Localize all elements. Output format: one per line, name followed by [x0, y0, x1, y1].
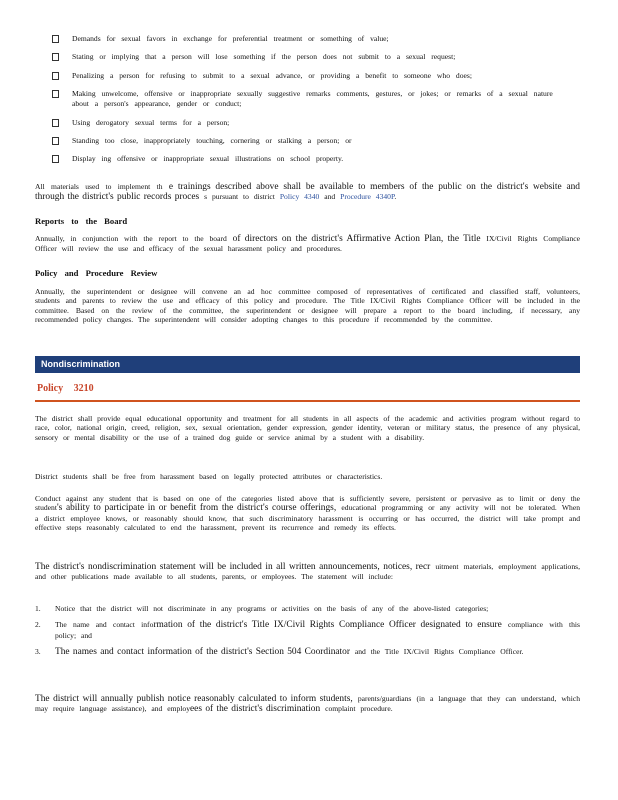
- list-item: [52, 89, 572, 109]
- p4-text-b: uitment materials, employment applications, and other publications made available to all students, parents, or employees. The statement will include:: [35, 562, 580, 582]
- list-item: [52, 154, 572, 164]
- reports-text-c: IX/Civil Rights Compliance Officer will review the use and efficacy of the sexual harassment policy and procedures.: [35, 234, 581, 254]
- bullet-box-icon: [52, 72, 59, 80]
- materials-paragraph: [35, 182, 580, 203]
- list-item: [52, 71, 572, 81]
- reports-text-a: Annually, in conjunction with the report to the board: [35, 234, 227, 243]
- list-item: [35, 620, 580, 640]
- bullet-box-icon: [52, 35, 59, 43]
- list-item: [52, 136, 572, 146]
- list-item-text: Notice that the district will not discriminate in any programs or activities on the basis of any of the above-listed categories;: [55, 604, 489, 613]
- list-item: [52, 52, 572, 62]
- review-heading: Policy and Procedure Review: [35, 268, 158, 278]
- annual-text-b: parents/guardians (in a language that they can understand, which may require language assistance), and employ: [35, 694, 580, 714]
- list-number: 2.: [35, 620, 41, 630]
- materials-text-end: .: [394, 192, 397, 202]
- list-number: 3.: [35, 647, 41, 657]
- p3-text-b: 's ability to participate in or benefit from the distri: [56, 503, 257, 514]
- list-item: [35, 647, 580, 657]
- list-item-text: Standing too close, inappropriately touching, cornering or stalking a person; or: [72, 135, 352, 145]
- nondiscrimination-paragraph-2: District students shall be free from harassment based on legally protected attributes or characteristics.: [35, 472, 383, 481]
- nondiscrimination-paragraph-4: [35, 562, 580, 582]
- list-item: [52, 34, 572, 44]
- list-item-text: Penalizing a person for refusing to submit to a sexual advance, or providing a benefit to someone who does;: [72, 70, 472, 80]
- reports-heading: Reports to the Board: [35, 216, 128, 226]
- section-divider: [35, 400, 580, 402]
- nondiscrimination-paragraph-3: [35, 494, 580, 533]
- policy-number: Policy 3210: [37, 383, 94, 394]
- reports-paragraph: [35, 234, 580, 254]
- section-header-band: [35, 356, 580, 373]
- section-title: Nondiscrimination: [41, 359, 121, 369]
- p3-text-c: ct's course offerings,: [256, 503, 337, 514]
- policy-4340-link[interactable]: Policy 4340: [279, 192, 320, 202]
- list-item-text: Making unwelcome, offensive or inappropriate sexually suggestive remarks comments, gestures, or jokes; or remarks of a sexual nature about a person's appearance, gender or conduct;: [72, 89, 553, 109]
- bullet-box-icon: [52, 155, 59, 163]
- p4-text-a: The district's nondiscrimination statement will be included in all written announcements, notices, recr: [35, 562, 431, 572]
- annual-notice-paragraph: [35, 694, 580, 715]
- list-item-text-a: The names and contact information of the district's Section 504 Coordinator: [55, 647, 350, 658]
- bullet-box-icon: [52, 137, 59, 145]
- annual-text-a: The district will annually publish notice reasonably calculated to inform students,: [35, 694, 353, 704]
- statement-includes-list: [35, 604, 580, 665]
- list-item-text-a: The name and contact info: [55, 620, 154, 630]
- materials-text-c: s pursuant to district: [204, 192, 275, 202]
- list-item: [52, 118, 572, 128]
- annual-text-c: ees of the district's discrimination: [190, 704, 321, 715]
- list-item: [35, 604, 580, 613]
- list-item-text: Demands for sexual favors in exchange for preferential treatment or something of value;: [72, 34, 389, 43]
- materials-text-b: e trainings described above shall be available to members of the public on the district's website and through the district's public records proces: [35, 182, 580, 203]
- materials-text-a: All materials used to implement th: [35, 182, 163, 191]
- list-item-text: Display ing offensive or inappropriate sexual illustrations on school property.: [72, 154, 344, 164]
- list-item-text: Using derogatory sexual terms for a person;: [72, 117, 230, 127]
- bullet-box-icon: [52, 90, 59, 98]
- list-item-text-c: compliance with this policy; and: [55, 620, 580, 640]
- harassment-examples-list: [52, 34, 572, 173]
- list-item-text-b: and the Title IX/Civil Rights Compliance Officer.: [354, 647, 524, 657]
- reports-text-b: of directors on the district's Affirmative Action Plan, the Title: [232, 234, 481, 244]
- list-item-text: Stating or implying that a person will lose something if the person does not submit to a sexual request;: [72, 52, 456, 62]
- list-number: 1.: [35, 604, 41, 613]
- nondiscrimination-paragraph-1: The district shall provide equal educational opportunity and treatment for all students in all aspects of the academic and activities program without regard to race, color, national origin, creed, religion, sex, sexual orientation, gender expression, gender identity, veteran or military status, the presence of any physical, sensory or mental disability or the use of a trained dog guide or service animal by a student with a disability.: [35, 414, 580, 442]
- procedure-4340p-link[interactable]: Procedure 4340P: [340, 192, 395, 202]
- annual-text-d: complaint procedure.: [325, 704, 393, 714]
- review-paragraph: Annually, the superintendent or designee will convene an ad hoc committee composed of representatives of certificated and classified staff, volunteers, students and parents to review the use and efficacy of this policy and procedure. The Title IX/Civil Rights Compliance Officer will be included in the committee. Based on the review of the committee, the superintendent or designee will prepare a report to the board including, if necessary, any recommended policy changes. The superintendent will consider adopting changes to this procedure if recommended by the committee.: [35, 287, 580, 325]
- bullet-box-icon: [52, 53, 59, 61]
- bullet-box-icon: [52, 119, 59, 127]
- p3-text-d: educational programming or any activity will not be tolerated. When a district employee knows, or reasonably should know, that such discriminatory harassment is occurring or has occurred, the district will take prompt and effective steps reasonably calculated to end the harassment, prevent its recurrence and remedy its effects.: [35, 503, 580, 533]
- p3-text-a: Conduct against any student that is based on one of the categories listed above that is sufficiently severe, persistent or pervasive as to limit or deny the student: [35, 494, 580, 513]
- list-item-text-b: rmation of the district's Title IX/Civil Rights Compliance Officer designated to ensure: [153, 620, 502, 631]
- materials-text-and: and: [324, 192, 336, 202]
